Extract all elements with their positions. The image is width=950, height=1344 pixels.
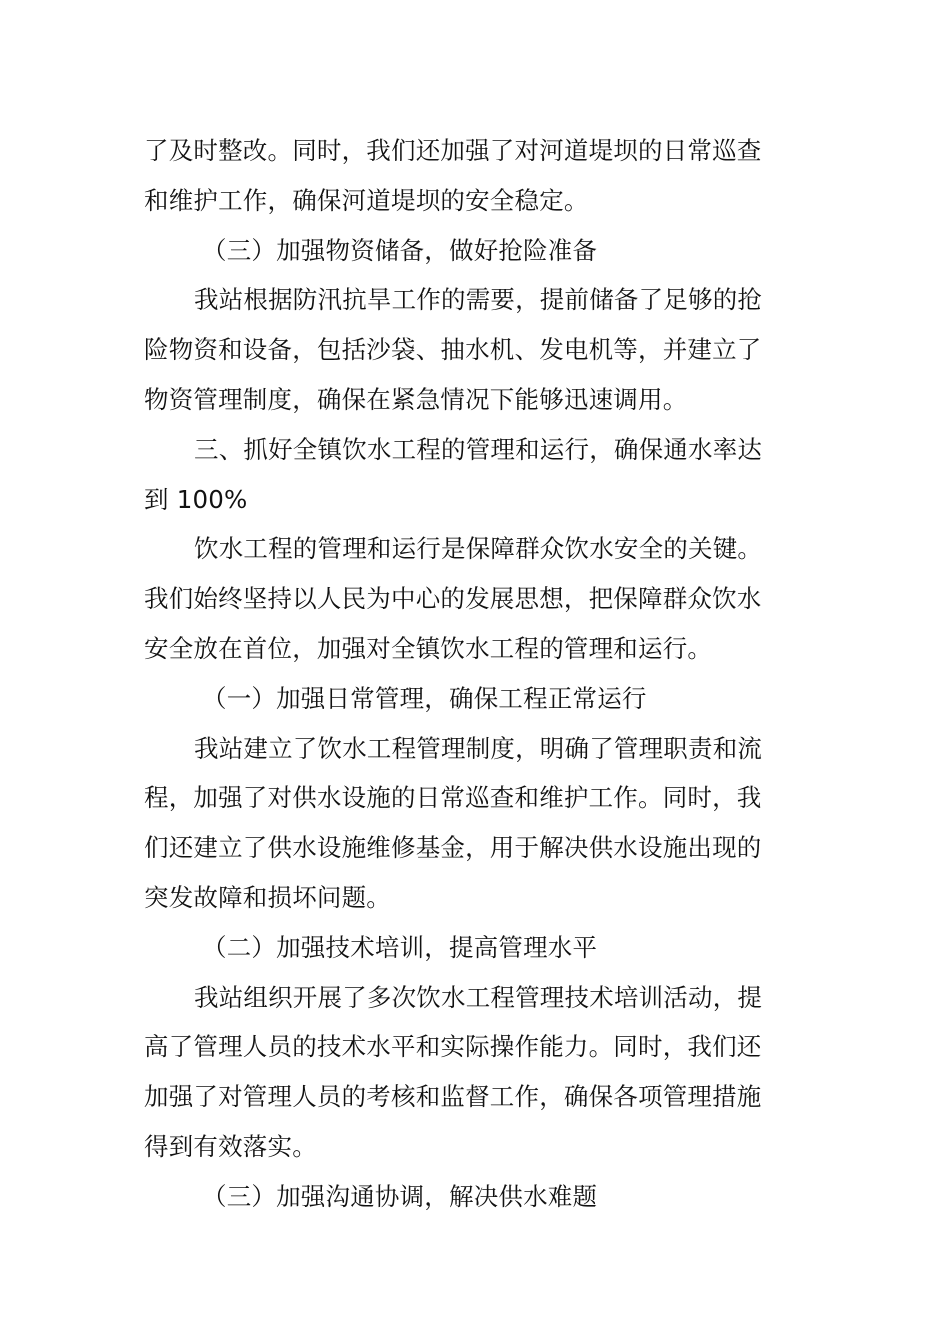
paragraph-line-continuation: 高了管理人员的技术水平和实际操作能力。同时，我们还	[144, 1032, 762, 1062]
paragraph-line-continuation: 加强了对管理人员的考核和监督工作，确保各项管理措施	[144, 1082, 762, 1112]
paragraph-line-continuation: 了及时整改。同时，我们还加强了对河道堤坝的日常巡查	[144, 136, 762, 165]
paragraph-line-continuation: 物资管理制度，确保在紧急情况下能够迅速调用。	[144, 384, 688, 414]
paragraph-line-start: 我站组织开展了多次饮水工程管理技术培训活动，提	[194, 982, 763, 1012]
subsection-heading: （三）加强物资储备，做好抢险准备	[202, 235, 598, 265]
paragraph-line-continuation: 安全放在首位，加强对全镇饮水工程的管理和运行。	[144, 633, 713, 663]
paragraph-line-continuation: 和维护工作，确保河道堤坝的安全稳定。	[144, 185, 589, 215]
paragraph-line-start: 我站根据防汛抗旱工作的需要，提前储备了足够的抢	[194, 285, 763, 315]
paragraph-line-continuation: 们还建立了供水设施维修基金，用于解决供水设施出现的	[144, 833, 762, 863]
paragraph-line-continuation: 我们始终坚持以人民为中心的发展思想，把保障群众饮水	[144, 584, 762, 614]
section-heading: 三、抓好全镇饮水工程的管理和运行，确保通水率达	[194, 434, 763, 464]
paragraph-line-continuation: 程，加强了对供水设施的日常巡查和维护工作。同时，我	[144, 783, 762, 813]
paragraph-line-continuation: 得到有效落实。	[144, 1131, 317, 1161]
paragraph-line-continuation: 险物资和设备，包括沙袋、抽水机、发电机等，并建立了	[144, 335, 762, 365]
paragraph-line-start: 我站建立了饮水工程管理制度，明确了管理职责和流	[194, 733, 763, 763]
document-body	[144, 126, 814, 1222]
paragraph-line-start: 饮水工程的管理和运行是保障群众饮水安全的关键。	[194, 534, 763, 564]
section-heading-continuation: 到 100%	[144, 484, 248, 514]
subsection-heading: （二）加强技术培训，提高管理水平	[202, 932, 598, 962]
subsection-heading: （一）加强日常管理，确保工程正常运行	[202, 683, 647, 713]
subsection-heading: （三）加强沟通协调，解决供水难题	[202, 1181, 598, 1211]
paragraph-line-continuation: 突发故障和损坏问题。	[144, 882, 391, 912]
